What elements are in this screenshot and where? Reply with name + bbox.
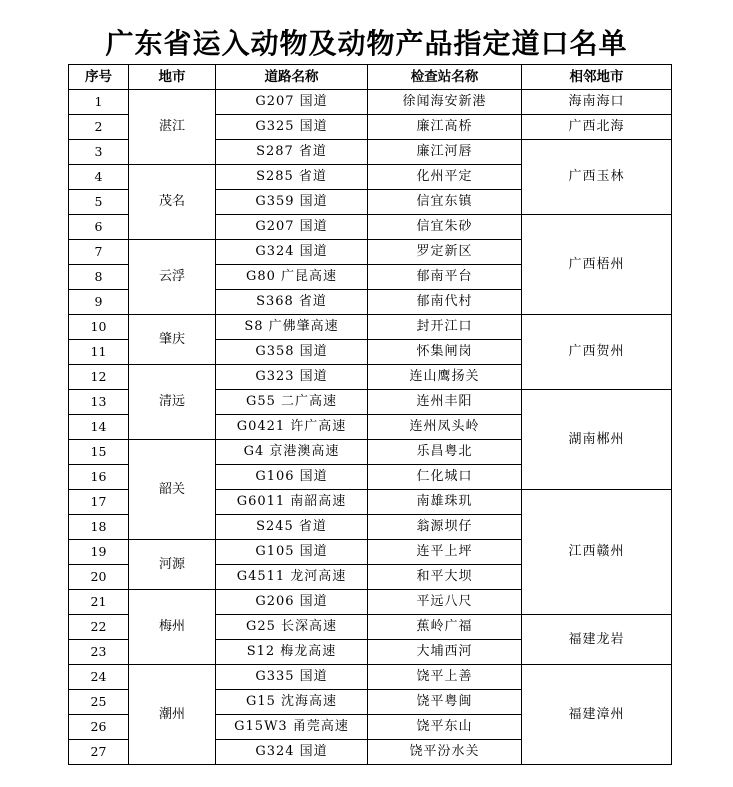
road-cell: G358 国道 <box>216 340 368 365</box>
row-no: 2 <box>69 115 129 140</box>
station-cell: 郁南平台 <box>368 265 522 290</box>
road-cell: S287 省道 <box>216 140 368 165</box>
road-cell: G207 国道 <box>216 215 368 240</box>
row-no: 6 <box>69 215 129 240</box>
station-cell: 连山鹰扬关 <box>368 365 522 390</box>
city-cell: 潮州 <box>129 665 216 765</box>
row-no: 27 <box>69 740 129 765</box>
city-cell: 茂名 <box>129 165 216 240</box>
header-neighbor: 相邻地市 <box>522 65 672 90</box>
road-cell: G0421 许广高速 <box>216 415 368 440</box>
row-no: 5 <box>69 190 129 215</box>
station-cell: 罗定新区 <box>368 240 522 265</box>
station-cell: 南雄珠玑 <box>368 490 522 515</box>
station-cell: 平远八尺 <box>368 590 522 615</box>
row-no: 14 <box>69 415 129 440</box>
row-no: 20 <box>69 565 129 590</box>
row-no: 23 <box>69 640 129 665</box>
table-row <box>69 90 672 115</box>
row-no: 8 <box>69 265 129 290</box>
city-cell: 肇庆 <box>129 315 216 365</box>
neighbor-cell: 福建龙岩 <box>522 615 672 665</box>
road-cell: G55 二广高速 <box>216 390 368 415</box>
station-cell: 蕉岭广福 <box>368 615 522 640</box>
row-no: 22 <box>69 615 129 640</box>
neighbor-cell: 广西贺州 <box>522 315 672 390</box>
station-cell: 连平上坪 <box>368 540 522 565</box>
road-cell: G359 国道 <box>216 190 368 215</box>
row-no: 9 <box>69 290 129 315</box>
road-cell: G325 国道 <box>216 115 368 140</box>
road-cell: G15W3 甬莞高速 <box>216 715 368 740</box>
row-no: 17 <box>69 490 129 515</box>
station-cell: 饶平上善 <box>368 665 522 690</box>
station-cell: 连州丰阳 <box>368 390 522 415</box>
road-cell: G206 国道 <box>216 590 368 615</box>
station-cell: 连州凤头岭 <box>368 415 522 440</box>
station-cell: 翁源坝仔 <box>368 515 522 540</box>
row-no: 16 <box>69 465 129 490</box>
station-cell: 大埔西河 <box>368 640 522 665</box>
city-cell: 梅州 <box>129 590 216 665</box>
road-cell: S368 省道 <box>216 290 368 315</box>
station-cell: 和平大坝 <box>368 565 522 590</box>
row-no: 25 <box>69 690 129 715</box>
row-no: 26 <box>69 715 129 740</box>
road-cell: G25 长深高速 <box>216 615 368 640</box>
row-no: 11 <box>69 340 129 365</box>
row-no: 12 <box>69 365 129 390</box>
header-no: 序号 <box>69 65 129 90</box>
table-header-row <box>69 65 672 90</box>
road-cell: S12 梅龙高速 <box>216 640 368 665</box>
road-cell: S285 省道 <box>216 165 368 190</box>
row-no: 4 <box>69 165 129 190</box>
station-cell: 饶平东山 <box>368 715 522 740</box>
road-cell: G324 国道 <box>216 740 368 765</box>
header-station: 检查站名称 <box>368 65 522 90</box>
road-cell: G207 国道 <box>216 90 368 115</box>
station-cell: 信宜东镇 <box>368 190 522 215</box>
station-cell: 怀集闸岗 <box>368 340 522 365</box>
row-no: 15 <box>69 440 129 465</box>
station-cell: 廉江高桥 <box>368 115 522 140</box>
station-cell: 化州平定 <box>368 165 522 190</box>
header-city: 地市 <box>129 65 216 90</box>
neighbor-cell: 海南海口 <box>522 90 672 115</box>
road-cell: G324 国道 <box>216 240 368 265</box>
table-row <box>69 665 672 690</box>
row-no: 13 <box>69 390 129 415</box>
road-cell: S8 广佛肇高速 <box>216 315 368 340</box>
neighbor-cell: 广西北海 <box>522 115 672 140</box>
neighbor-cell: 广西玉林 <box>522 140 672 215</box>
station-cell: 乐昌粤北 <box>368 440 522 465</box>
page-title: 广东省运入动物及动物产品指定道口名单 <box>105 27 628 60</box>
station-cell: 郁南代村 <box>368 290 522 315</box>
row-no: 10 <box>69 315 129 340</box>
station-cell: 仁化城口 <box>368 465 522 490</box>
row-no: 18 <box>69 515 129 540</box>
road-cell: G323 国道 <box>216 365 368 390</box>
station-cell: 徐闻海安新港 <box>368 90 522 115</box>
road-cell: G15 沈海高速 <box>216 690 368 715</box>
road-cell: G4511 龙河高速 <box>216 565 368 590</box>
road-cell: S245 省道 <box>216 515 368 540</box>
road-cell: G106 国道 <box>216 465 368 490</box>
road-cell: G105 国道 <box>216 540 368 565</box>
row-no: 19 <box>69 540 129 565</box>
header-road: 道路名称 <box>216 65 368 90</box>
city-cell: 河源 <box>129 540 216 590</box>
station-cell: 封开江口 <box>368 315 522 340</box>
row-no: 3 <box>69 140 129 165</box>
row-no: 7 <box>69 240 129 265</box>
table-row <box>69 315 672 340</box>
city-cell: 湛江 <box>129 90 216 165</box>
station-cell: 廉江河唇 <box>368 140 522 165</box>
neighbor-cell: 福建漳州 <box>522 665 672 765</box>
station-cell: 信宜朱砂 <box>368 215 522 240</box>
city-cell: 云浮 <box>129 240 216 315</box>
road-cell: G80 广昆高速 <box>216 265 368 290</box>
road-cell: G6011 南韶高速 <box>216 490 368 515</box>
row-no: 24 <box>69 665 129 690</box>
road-cell: G4 京港澳高速 <box>216 440 368 465</box>
neighbor-cell: 江西赣州 <box>522 490 672 615</box>
station-cell: 饶平汾水关 <box>368 740 522 765</box>
city-cell: 清远 <box>129 365 216 440</box>
neighbor-cell: 广西梧州 <box>522 215 672 315</box>
checkpoint-table <box>68 64 672 765</box>
road-cell: G335 国道 <box>216 665 368 690</box>
row-no: 21 <box>69 590 129 615</box>
neighbor-cell: 湖南郴州 <box>522 390 672 490</box>
station-cell: 饶平粤闽 <box>368 690 522 715</box>
city-cell: 韶关 <box>129 440 216 540</box>
row-no: 1 <box>69 90 129 115</box>
